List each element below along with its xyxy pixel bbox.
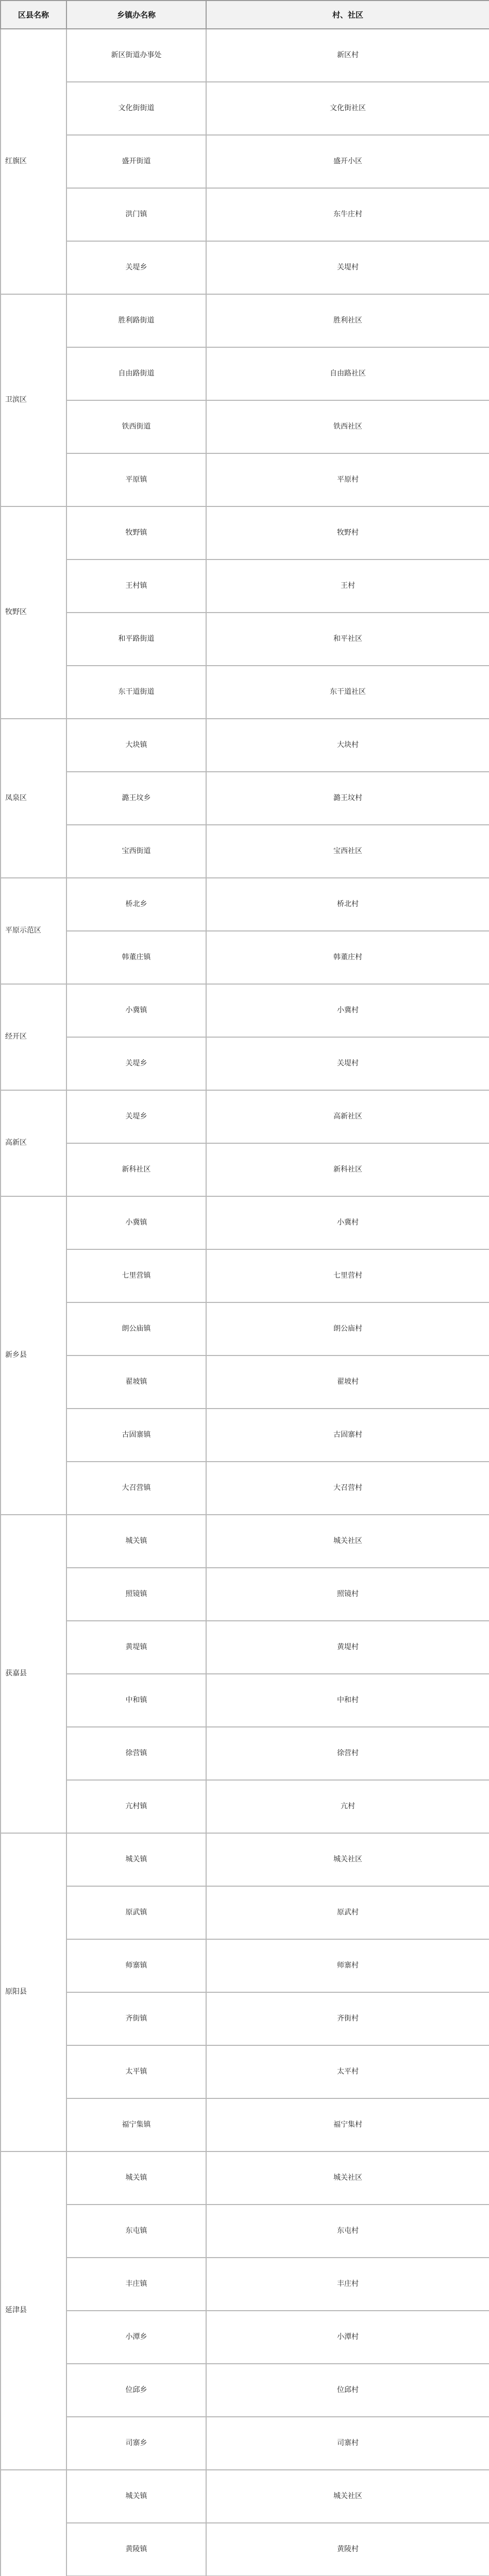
township-cell: 小冀镇 [66, 984, 206, 1037]
township-cell: 平原镇 [66, 453, 206, 506]
township-cell: 小潭乡 [66, 2311, 206, 2364]
village-cell: 城关社区 [206, 2151, 489, 2205]
village-cell: 新区村 [206, 29, 489, 82]
village-cell: 新科社区 [206, 1143, 489, 1196]
village-cell: 司寨村 [206, 2417, 489, 2470]
table-row [1, 2258, 489, 2311]
township-cell: 潞王坟乡 [66, 772, 206, 825]
township-cell: 丰庄镇 [66, 2258, 206, 2311]
village-cell: 文化街社区 [206, 82, 489, 135]
township-cell: 铁西街道 [66, 400, 206, 453]
table-row [1, 135, 489, 188]
village-cell: 胜利社区 [206, 294, 489, 347]
township-cell: 太平镇 [66, 2045, 206, 2098]
village-cell: 大块村 [206, 719, 489, 772]
village-cell: 关堤村 [206, 1037, 489, 1090]
township-cell: 大召营镇 [66, 1462, 206, 1515]
table-row [1, 1409, 489, 1462]
village-cell: 小冀村 [206, 984, 489, 1037]
township-cell: 胜利路街道 [66, 294, 206, 347]
village-cell: 七里营村 [206, 1249, 489, 1302]
table-row [1, 2417, 489, 2470]
district-cell: 延津县 [1, 2151, 66, 2470]
township-cell: 徐营镇 [66, 1727, 206, 1780]
district-cell [1, 2470, 66, 2576]
township-cell: 文化街街道 [66, 82, 206, 135]
table-row [1, 294, 489, 347]
village-cell: 铁西社区 [206, 400, 489, 453]
township-cell: 洪门镇 [66, 188, 206, 241]
village-cell: 徐营村 [206, 1727, 489, 1780]
table-row [1, 2470, 489, 2523]
village-cell: 小潭村 [206, 2311, 489, 2364]
village-cell: 齐街村 [206, 1992, 489, 2045]
township-cell: 齐街镇 [66, 1992, 206, 2045]
table-row [1, 241, 489, 294]
district-cell: 平原示范区 [1, 878, 66, 984]
village-cell: 丰庄村 [206, 2258, 489, 2311]
village-cell: 师寨村 [206, 1939, 489, 1992]
village-cell: 潞王坟村 [206, 772, 489, 825]
table-row [1, 506, 489, 560]
table-row [1, 878, 489, 931]
village-cell: 古固寨村 [206, 1409, 489, 1462]
township-cell: 新区街道办事处 [66, 29, 206, 82]
table-row [1, 2098, 489, 2151]
township-cell: 桥北乡 [66, 878, 206, 931]
township-cell: 关堤乡 [66, 1037, 206, 1090]
village-cell: 大召营村 [206, 1462, 489, 1515]
township-cell: 城关镇 [66, 2470, 206, 2523]
table-row [1, 1143, 489, 1196]
village-cell: 城关社区 [206, 2470, 489, 2523]
table-row [1, 1674, 489, 1727]
column-header-district: 区县名称 [1, 1, 66, 29]
township-cell: 小冀镇 [66, 1196, 206, 1249]
township-cell: 古固寨镇 [66, 1409, 206, 1462]
township-cell: 新科社区 [66, 1143, 206, 1196]
township-cell: 翟坡镇 [66, 1355, 206, 1409]
township-cell: 黄堤镇 [66, 1621, 206, 1674]
township-cell: 司寨乡 [66, 2417, 206, 2470]
table-row [1, 347, 489, 400]
district-cell: 新乡县 [1, 1196, 66, 1515]
table-row [1, 2311, 489, 2364]
township-cell: 黄陵镇 [66, 2523, 206, 2576]
district-cell: 凤泉区 [1, 719, 66, 878]
table-row [1, 613, 489, 666]
township-cell: 自由路街道 [66, 347, 206, 400]
table-row [1, 1037, 489, 1090]
township-cell: 福宁集镇 [66, 2098, 206, 2151]
village-cell: 城关社区 [206, 1515, 489, 1568]
table-row [1, 1621, 489, 1674]
township-cell: 城关镇 [66, 1833, 206, 1886]
village-cell: 韩董庄村 [206, 931, 489, 984]
township-cell: 朗公庙镇 [66, 1302, 206, 1355]
village-cell: 黄陵村 [206, 2523, 489, 2576]
township-cell: 关堤乡 [66, 241, 206, 294]
table-row [1, 1833, 489, 1886]
village-cell: 城关社区 [206, 1833, 489, 1886]
township-cell: 东干道街道 [66, 666, 206, 719]
table-row [1, 2364, 489, 2417]
village-cell: 自由路社区 [206, 347, 489, 400]
table-row [1, 666, 489, 719]
table-row [1, 984, 489, 1037]
district-cell: 高新区 [1, 1090, 66, 1196]
table-row [1, 825, 489, 878]
district-cell: 牧野区 [1, 506, 66, 719]
table-row [1, 1568, 489, 1621]
village-cell: 桥北村 [206, 878, 489, 931]
table-row [1, 1939, 489, 1992]
table-row [1, 1886, 489, 1939]
district-cell: 获嘉县 [1, 1515, 66, 1833]
township-cell: 七里营镇 [66, 1249, 206, 1302]
township-cell: 位邱乡 [66, 2364, 206, 2417]
village-cell: 中和村 [206, 1674, 489, 1727]
table-row [1, 1090, 489, 1143]
table-row [1, 2523, 489, 2576]
village-cell: 王村 [206, 560, 489, 613]
table-row [1, 82, 489, 135]
table-row [1, 1462, 489, 1515]
district-cell: 原阳县 [1, 1833, 66, 2151]
column-header-township: 乡镇办名称 [66, 1, 206, 29]
village-cell: 小冀村 [206, 1196, 489, 1249]
table-row [1, 719, 489, 772]
township-cell: 东屯镇 [66, 2205, 206, 2258]
village-cell: 东干道社区 [206, 666, 489, 719]
table-row [1, 1780, 489, 1833]
township-cell: 宝西街道 [66, 825, 206, 878]
village-cell: 朗公庙村 [206, 1302, 489, 1355]
table-row [1, 1515, 489, 1568]
village-cell: 翟坡村 [206, 1355, 489, 1409]
township-cell: 盛开街道 [66, 135, 206, 188]
header-row [1, 1, 489, 29]
village-cell: 牧野村 [206, 506, 489, 560]
village-cell: 太平村 [206, 2045, 489, 2098]
village-cell: 和平社区 [206, 613, 489, 666]
table-row [1, 1249, 489, 1302]
township-cell: 师寨镇 [66, 1939, 206, 1992]
table-row [1, 1727, 489, 1780]
village-cell: 亢村 [206, 1780, 489, 1833]
township-cell: 亢村镇 [66, 1780, 206, 1833]
township-cell: 中和镇 [66, 1674, 206, 1727]
township-cell: 城关镇 [66, 2151, 206, 2205]
table-row [1, 400, 489, 453]
village-cell: 照镜村 [206, 1568, 489, 1621]
township-cell: 王村镇 [66, 560, 206, 613]
township-cell: 照镜镇 [66, 1568, 206, 1621]
village-cell: 关堤村 [206, 241, 489, 294]
village-cell: 东屯村 [206, 2205, 489, 2258]
district-cell: 卫滨区 [1, 294, 66, 506]
township-cell: 大块镇 [66, 719, 206, 772]
table-row [1, 1196, 489, 1249]
village-cell: 宝西社区 [206, 825, 489, 878]
table-row [1, 29, 489, 82]
district-cell: 经开区 [1, 984, 66, 1090]
table-row [1, 1992, 489, 2045]
township-cell: 和平路街道 [66, 613, 206, 666]
village-cell: 东牛庄村 [206, 188, 489, 241]
column-header-village: 村、社区 [206, 1, 489, 29]
village-cell: 高新社区 [206, 1090, 489, 1143]
village-cell: 福宁集村 [206, 2098, 489, 2151]
village-cell: 盛开小区 [206, 135, 489, 188]
table-row [1, 772, 489, 825]
village-cell: 位邱村 [206, 2364, 489, 2417]
township-cell: 原武镇 [66, 1886, 206, 1939]
table-row [1, 188, 489, 241]
table-row [1, 2151, 489, 2205]
table-row [1, 2045, 489, 2098]
district-cell: 红旗区 [1, 29, 66, 294]
township-cell: 关堤乡 [66, 1090, 206, 1143]
township-cell: 牧野镇 [66, 506, 206, 560]
table-row [1, 931, 489, 984]
township-cell: 韩董庄镇 [66, 931, 206, 984]
table-row [1, 1302, 489, 1355]
table-row [1, 2205, 489, 2258]
village-cell: 原武村 [206, 1886, 489, 1939]
township-cell: 城关镇 [66, 1515, 206, 1568]
table-row [1, 453, 489, 506]
village-cell: 平原村 [206, 453, 489, 506]
village-cell: 黄堤村 [206, 1621, 489, 1674]
table-row [1, 1355, 489, 1409]
table-row [1, 560, 489, 613]
